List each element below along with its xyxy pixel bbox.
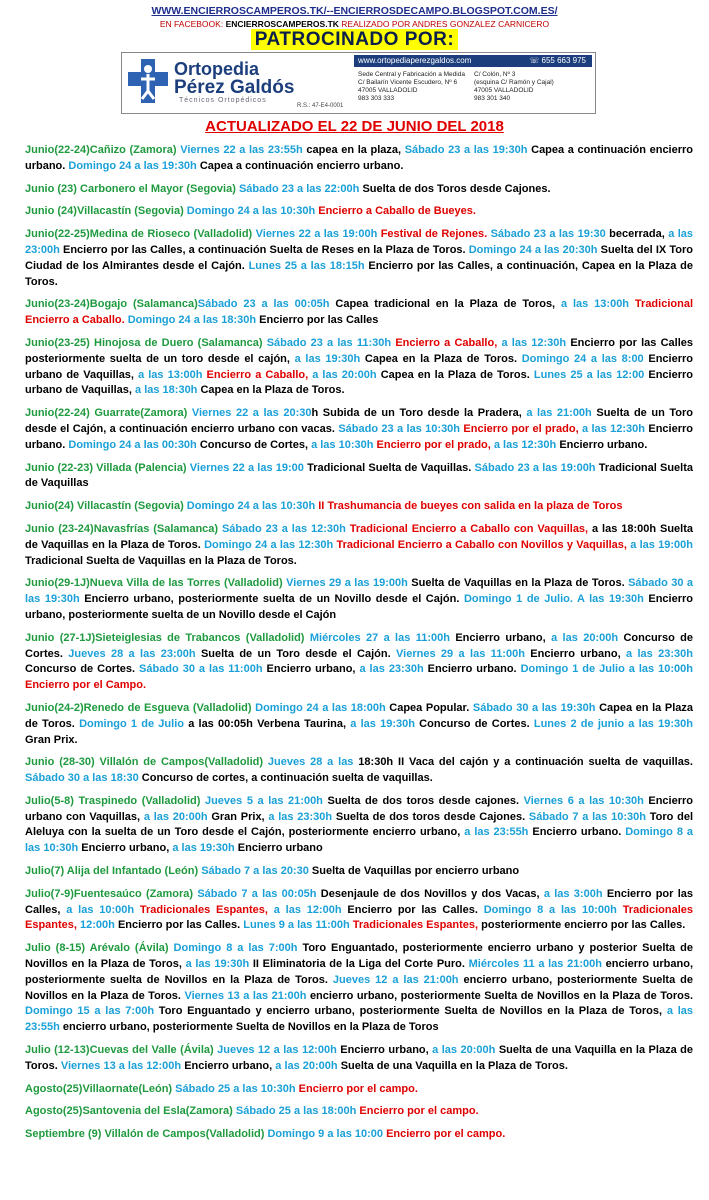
event-highlight: Encierro por el campo. — [386, 1128, 506, 1141]
event-place: Julio(5-8) Traspinedo (Valladolid) — [25, 794, 205, 807]
event-time: Sábado 23 a las 19:00h — [474, 461, 599, 474]
event-time: a las 19:30h — [185, 958, 253, 971]
event-place: Junio(22-24) Guarrate(Zamora) — [25, 407, 192, 420]
event-time: a las 19:30h — [172, 842, 238, 855]
event-detail: Encierro por las Calles. — [347, 903, 484, 916]
event-highlight: Tradicionales Espantes, — [139, 903, 274, 916]
event-item — [25, 227, 693, 290]
event-detail: Capea en la Plaza de Toros. — [200, 384, 345, 397]
event-time: Sábado 30 a las 18:30 — [25, 772, 142, 785]
event-detail: encierro urbano, posteriormente Suelta de Novillos en la Plaza de Toros — [62, 1021, 439, 1034]
event-detail: Encierro urbano, posteriormente suelta de un Novillo desde el Cajón — [25, 593, 693, 621]
event-item — [25, 794, 693, 857]
address-branch-line: 47005 VALLADOLID — [474, 87, 534, 94]
event-time: Sábado 25 a las 18:00h — [235, 1105, 360, 1118]
event-time: Sábado 30 a las 19:30h — [25, 577, 694, 606]
contact-bar — [354, 55, 592, 67]
address-main-line: 47005 VALLADOLID — [358, 87, 418, 94]
address-branch-line: (esquina C/ Ramón y Cajal) — [474, 79, 554, 86]
website-link[interactable]: www.ortopediaperezgaldos.com — [358, 56, 472, 65]
event-detail: Suelta del IX Toro Ciudad de los Almirantes desde el Cajón. — [25, 243, 693, 272]
event-time: Domingo 24 a las 8:00 — [521, 352, 649, 365]
event-detail: Tradicional Suelta de Vaquillas — [25, 461, 694, 490]
address-branch-line: C/ Colón, Nº 3 — [474, 71, 516, 78]
event-time: Jueves 5 a las 21:00h — [204, 794, 328, 807]
event-time: a las 23:30h — [626, 647, 693, 660]
event-detail: Tradicional Suelta de Vaquillas en la Plaza de Toros. — [25, 554, 297, 567]
event-time: Sábado 23 a las 10:30h — [338, 422, 464, 435]
event-item — [25, 1082, 693, 1098]
event-time: a las 23:55h — [25, 1005, 693, 1034]
event-detail: Encierro urbano, — [340, 1044, 433, 1057]
event-detail: Gran Prix, — [211, 810, 269, 823]
event-time: a las 3:00h — [543, 887, 607, 900]
event-detail: encierro urbano, posteriormente Suelta de Novillos en la Plaza de Toros. — [25, 973, 693, 1002]
event-time: 12:00h — [80, 919, 118, 932]
event-item — [25, 1127, 693, 1143]
event-detail: Encierro por las Calles posteriormente suelta de un toro desde el cajón, — [25, 336, 693, 365]
event-time: a las 19:30h — [294, 352, 365, 365]
event-time: Sábado 23 a las 12:30h — [221, 522, 350, 535]
event-place: Junio (27-1J)Sieteiglesias de Trabancos (Valladolid) — [25, 631, 310, 644]
event-item — [25, 576, 693, 623]
event-place: Junio (23-24)Navasfrías (Salamanca) — [25, 522, 222, 535]
event-time: a las 20:00h — [312, 368, 381, 381]
event-place: Junio(29-1J)Nueva Villa de las Torres (Valladolid) — [25, 577, 287, 590]
event-detail: Encierro urbano. — [559, 438, 648, 451]
event-time: Sábado 23 a las 19:30h — [404, 144, 532, 156]
event-time: Sábado 23 a las 19:30 — [490, 228, 610, 241]
brand-registry: R.S.: 47-E4-0001 — [297, 103, 344, 109]
event-time: Domingo 8 a las 10:30h — [25, 826, 694, 855]
event-detail: Encierro urbano, — [81, 842, 173, 855]
event-time: a las 23:00h — [25, 228, 694, 256]
event-time: a las 18:30h — [135, 384, 201, 397]
event-detail: capea en la plaza, — [306, 144, 405, 156]
brand-line1: Ortopedia — [174, 59, 260, 79]
ortopedia-cross-logo-icon — [126, 57, 170, 105]
event-time: Viernes 22 a las 19:00 — [189, 461, 308, 474]
event-detail: becerrada, — [609, 228, 669, 241]
facebook-prefix: EN FACEBOOK: — [159, 19, 224, 29]
event-detail: Toro Enguantado, posteriormente encierro urbano y posterior Suelta de Novillos en la Plaza de Toros, — [25, 942, 693, 971]
event-detail: Suelta de Vaquillas por encierro urbano — [311, 865, 520, 878]
event-place: Junio(24) Villacastín (Segovia) — [25, 500, 187, 513]
event-detail: Encierro urbano de Vaquillas, — [25, 368, 694, 397]
event-time: a las 20:00h — [432, 1044, 499, 1057]
event-time: Lunes 2 de junio a las 19:30h — [533, 717, 693, 730]
event-detail: Encierro por las Calles. — [117, 919, 244, 932]
event-item — [25, 941, 693, 1036]
event-time: Lunes 25 a las 12:00 — [533, 368, 649, 381]
event-place: Julio (12-13)Cuevas del Valle (Ávila) — [25, 1044, 218, 1057]
event-detail: Suelta de una Vaquilla en la Plaza de Toros. — [340, 1059, 568, 1072]
address-main-line: Sede Central y Fabricación a Medida — [358, 71, 465, 78]
event-time: a las 23:30h — [359, 663, 428, 676]
event-place: Junio(23-25) Hinojosa de Duero (Salamanca) — [25, 336, 267, 349]
event-detail: Encierro por las Calles, a continuación, Capea en la Plaza de Toros. — [25, 259, 694, 288]
brand-line3: Técnicos Ortopédicos — [179, 97, 267, 104]
event-item — [25, 864, 693, 880]
event-detail: Concurso de Cortes. — [419, 717, 534, 730]
event-item — [25, 701, 693, 748]
sponsor-banner — [121, 52, 596, 114]
event-detail: Capea en la Plaza de Toros. — [380, 368, 534, 381]
brand-line2: Pérez Galdós — [174, 77, 295, 98]
event-highlight: Encierro por el Campo. — [25, 679, 147, 692]
updated-date-heading: ACTUALIZADO EL 22 DE JUNIO DEL 2018 — [205, 118, 504, 135]
event-place: Julio(7) Alija del Infantado (León) — [25, 865, 202, 878]
event-place: Junio(22-25)Medina de Rioseco (Valladolid) — [25, 228, 256, 241]
phone-number: ☏ 655 663 975 — [529, 56, 586, 65]
event-time: Lunes 9 a las 11:00h — [243, 919, 353, 932]
event-time: Domingo 15 a las 7:00h — [25, 1005, 159, 1018]
event-detail: Suelta de dos toros desde Cajones. — [335, 810, 529, 823]
event-highlight: II Trashumancia de bueyes con salida en la plaza de Toros — [318, 500, 623, 513]
event-detail: a las 18:00h Suelta de Vaquillas en la Plaza de Toros. — [25, 522, 694, 551]
event-time: Sábado 25 a las 10:30h — [175, 1082, 299, 1095]
event-detail: Suelta de un Toro desde el Cajón. — [200, 647, 397, 660]
event-highlight: Festival de Rejones. — [380, 228, 491, 241]
event-time: Domingo 9 a las 10:00 — [267, 1128, 387, 1141]
phone-value: 655 663 975 — [541, 56, 586, 65]
event-time: a las 20:00h — [551, 631, 624, 644]
event-detail: Desenjaule de dos Novillos y dos Vacas, — [320, 887, 544, 900]
event-time: Sábado 7 a las 10:30h — [528, 810, 650, 823]
address-branch-phone: 983 301 340 — [474, 95, 511, 102]
event-time: Sábado 30 a las 19:30h — [472, 701, 600, 714]
events-list — [25, 143, 693, 1150]
event-detail: 18:30h II Vaca del cajón y a continuación suelta de vaquillas. — [358, 756, 693, 769]
event-detail: Encierro por las Calles, a continuación Suelta de Reses en la Plaza de Toros. — [63, 243, 469, 256]
event-detail: Suelta de Vaquillas en la Plaza de Toros. — [411, 577, 629, 590]
event-place: Junio(24-2)Renedo de Esgueva (Valladolid) — [25, 701, 256, 714]
event-detail: encierro urbano, posteriormente suelta de Novillos en la Plaza de Toros. — [25, 958, 694, 986]
event-place: Septiembre (9) Villalón de Campos(Valladolid) — [25, 1128, 268, 1141]
event-item — [25, 1043, 693, 1075]
facebook-name: ENCIERROSCAMPEROS.TK — [225, 19, 339, 29]
event-detail: Encierro urbano, posteriormente suelta de un Novillo desde el Cajón. — [84, 593, 464, 606]
event-item — [25, 755, 693, 787]
event-time: a las 20:00h — [275, 1059, 341, 1072]
event-detail: Capea tradicional en la Plaza de Toros, — [335, 298, 561, 311]
event-detail: Encierro urbano — [237, 842, 323, 855]
event-time: Domingo 24 a las 18:00h — [255, 701, 390, 714]
event-detail: Gran Prix. — [25, 733, 78, 746]
event-place: Junio (28-30) Villalón de Campos(Valladolid) — [25, 756, 268, 769]
event-detail: Toro Enguantado y encierro urbano, posteriormente Suelta de Novillos en la Plaza de Toros, — [158, 1005, 667, 1018]
event-time: Sábado 23 a las 00:05h — [197, 298, 336, 311]
event-item — [25, 1104, 693, 1120]
event-detail: Encierro urbano, — [530, 647, 626, 660]
event-highlight: Encierro por el campo. — [359, 1105, 479, 1118]
event-detail: Concurso de Cortes, — [199, 438, 312, 451]
event-place: Junio (24)Villacastín (Segovia) — [25, 205, 187, 218]
event-highlight: Tradicional Encierro a Caballo con Novillos y Vaquillas, — [336, 538, 631, 551]
event-time: Viernes 29 a las 11:00h — [396, 647, 531, 660]
event-detail: Encierro urbano de Vaquillas, — [25, 352, 693, 381]
event-time: Viernes 22 a las 23:55h — [180, 144, 307, 156]
event-time: Jueves 28 a las — [267, 756, 359, 769]
event-time: Viernes 6 a las 10:30h — [523, 794, 649, 807]
event-time: Domingo 8 a las 7:00h — [173, 942, 303, 955]
event-time: Viernes 29 a las 19:00h — [286, 577, 412, 590]
event-time: Sábado 23 a las 22:00h — [238, 182, 363, 195]
address-branch — [474, 71, 584, 103]
event-time: Viernes 13 a las 12:00h — [60, 1059, 185, 1072]
event-detail: Suelta de un Toro desde el Cajón, a continuación encierro urbano con vacas. — [25, 407, 693, 435]
event-place: Julio (8-15) Arévalo (Ávila) — [25, 942, 174, 955]
event-time: Domingo 24 a las 19:30h — [68, 159, 200, 172]
sponsor-label: PATROCINADO POR: — [251, 29, 458, 50]
event-detail: Concurso de Cortes. — [25, 631, 693, 660]
event-place: Agosto(25)Villaornate(León) — [25, 1082, 176, 1095]
event-detail: Concurso de cortes, a continuación suelta de vaquillas. — [141, 772, 433, 785]
event-detail: II Eliminatoria de la Liga del Corte Puro. — [252, 958, 469, 971]
event-time: Domingo 24 a las 18:30h — [127, 314, 260, 327]
event-detail: posteriormente encierro por las Calles. — [481, 919, 686, 932]
event-time: Miércoles 11 a las 21:00h — [468, 958, 606, 971]
event-time: Lunes 25 a las 18:15h — [248, 259, 369, 272]
event-detail: Encierro urbano. — [427, 663, 521, 676]
event-detail: Encierro por las Calles — [259, 314, 379, 327]
event-place: Junio(22-24)Cañizo (Zamora) — [25, 144, 181, 156]
event-time: Viernes 22 a las 19:00h — [255, 228, 381, 241]
event-highlight: Encierro por el campo. — [298, 1082, 418, 1095]
event-time: Domingo 1 de Julio a las 10:00h — [520, 663, 693, 676]
event-time: Domingo 1 de Julio. A las 19:30h — [463, 593, 649, 606]
event-time: Domingo 24 a las 20:30h — [468, 243, 601, 256]
event-item — [25, 499, 693, 515]
event-detail: h Subida de un Toro desde la Pradera, — [311, 407, 527, 420]
event-time: a las 12:00h — [273, 903, 348, 916]
event-detail: Capea Popular. — [389, 701, 473, 714]
event-time: a las 19:00h — [630, 538, 693, 551]
event-time: a las 12:30h — [582, 422, 649, 435]
event-detail: Encierro urbano, — [266, 663, 360, 676]
event-time: Domingo 8 a las 10:00h — [483, 903, 623, 916]
event-detail: Encierro urbano. — [532, 826, 626, 839]
event-item — [25, 631, 693, 694]
event-detail: Toro del Aleluya con la suelta de un Toro desde el Cajón, posteriormente encierro urbano, — [25, 810, 694, 839]
event-highlight: Encierro por el prado, — [463, 422, 582, 435]
event-item — [25, 204, 693, 220]
address-main — [358, 71, 468, 103]
event-time: Domingo 24 a las 00:30h — [68, 438, 200, 451]
event-detail: Capea a continuación encierro urbano. — [25, 144, 694, 172]
event-time: a las 10:30h — [311, 438, 377, 451]
event-time: Sábado 23 a las 11:30h — [266, 336, 396, 349]
event-detail: Capea en la Plaza de Toros. — [25, 701, 694, 730]
event-item — [25, 461, 693, 493]
event-time: Viernes 22 a las 20:30 — [191, 407, 312, 420]
event-time: Sábado 7 a las 00:05h — [197, 887, 321, 900]
event-highlight: Encierro a Caballo, — [395, 336, 502, 349]
facebook-suffix: REALIZADO POR ANDRES GONZALEZ CARNICERO — [341, 19, 550, 29]
event-item — [25, 406, 693, 453]
address-main-phone: 983 303 333 — [358, 95, 395, 102]
event-highlight: Encierro a Caballo, — [206, 368, 313, 381]
event-highlight: Tradicional Encierro a Caballo con Vaquillas, — [349, 522, 593, 535]
event-detail: Encierro urbano, — [184, 1059, 276, 1072]
event-detail: Capea en la Plaza de Toros. — [364, 352, 522, 365]
event-detail: Encierro urbano, — [455, 631, 552, 644]
event-time: Viernes 13 a las 21:00h — [184, 989, 310, 1002]
event-place: Junio(23-24)Bogajo (Salamanca) — [25, 298, 198, 311]
event-time: a las 21:00h — [526, 407, 597, 420]
event-item — [25, 297, 693, 329]
event-time: a las 10:00h — [66, 903, 140, 916]
event-time: a las 20:00h — [143, 810, 212, 823]
event-detail: Encierro por las Calles, — [25, 887, 693, 916]
address-main-line: C/ Bailarín Vicente Escudero, Nº 6 — [358, 79, 458, 86]
event-highlight: Tradicionales Espantes, — [25, 903, 693, 932]
event-time: a las 23:30h — [268, 810, 336, 823]
event-time: a las 12:30h — [501, 336, 571, 349]
event-time: Domingo 24 a las 10:30h — [186, 205, 319, 218]
event-place: Agosto(25)Santovenia del Esla(Zamora) — [25, 1105, 236, 1118]
event-highlight: Tradicional Encierro a Caballo. — [25, 298, 693, 327]
event-time: a las 23:55h — [464, 826, 533, 839]
event-detail: Capea a continuación encierro urbano. — [199, 159, 404, 172]
event-highlight: Encierro a Caballo de Bueyes. — [318, 205, 476, 218]
event-time: Sábado 30 a las 11:00h — [139, 663, 267, 676]
event-detail: Encierro urbano con Vaquillas, — [25, 794, 694, 823]
event-item — [25, 336, 693, 399]
event-time: Jueves 12 a las 12:00h — [217, 1044, 341, 1057]
event-place: Junio (22-23) Villada (Palencia) — [25, 461, 190, 474]
event-detail: Concurso de Cortes. — [25, 663, 140, 676]
event-time: a las 13:00h — [561, 298, 635, 311]
event-time: a las 19:30h — [350, 717, 420, 730]
event-detail: Suelta de una Vaquilla en la Plaza de Toros. — [25, 1044, 693, 1072]
event-time: Domingo 1 de Julio — [79, 717, 189, 730]
event-detail: Tradicional Suelta de Vaquillas. — [307, 461, 475, 474]
event-detail: Suelta de dos toros desde cajones. — [327, 794, 524, 807]
event-item — [25, 522, 693, 569]
event-detail: Suelta de dos Toros desde Cajones. — [362, 182, 551, 195]
event-item — [25, 143, 693, 175]
event-highlight: Tradicionales Espantes, — [352, 919, 482, 932]
event-detail: encierro urbano, posteriormente Suelta de Novillos en la Plaza de Toros. — [309, 989, 693, 1002]
event-highlight: Encierro por el prado, — [376, 438, 494, 451]
event-detail: a las 00:05h Verbena Taurina, — [188, 717, 351, 730]
event-time: Domingo 24 a las 12:30h — [204, 538, 337, 551]
event-time: Sábado 7 a las 20:30 — [201, 865, 312, 878]
event-time: Domingo 24 a las 10:30h — [186, 500, 319, 513]
event-item — [25, 182, 693, 198]
header-urls-link[interactable]: WWW.ENCIERROSCAMPEROS.TK/--ENCIERROSDECAMPO.BLOGSPOT.COM.ES/ — [151, 5, 558, 17]
event-time: Miércoles 27 a las 11:00h — [309, 631, 456, 644]
event-place: Junio (23) Carbonero el Mayor (Segovia) — [25, 182, 239, 195]
sponsor-heading — [0, 29, 709, 51]
event-time: Jueves 12 a las 21:00h — [332, 973, 464, 986]
event-detail: Encierro urbano. — [25, 422, 694, 451]
header-facebook-line — [0, 19, 709, 29]
event-item — [25, 887, 693, 934]
event-place: Julio(7-9)Fuentesaúco (Zamora) — [25, 887, 198, 900]
event-time: a las 13:00h — [138, 368, 207, 381]
event-time: a las 12:30h — [493, 438, 560, 451]
event-time: Jueves 28 a las 23:00h — [68, 647, 201, 660]
